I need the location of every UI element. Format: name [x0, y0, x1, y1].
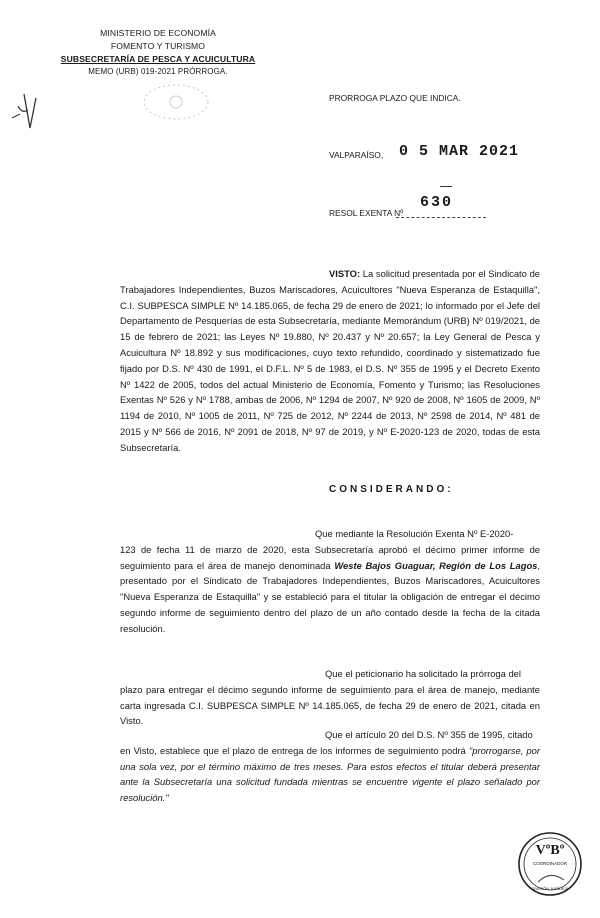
ministry-line-3: SUBSECRETARÍA DE PESCA Y ACUICULTURA — [60, 54, 256, 64]
resolution-underline — [396, 217, 486, 218]
ministry-line-2: FOMENTO Y TURISMO — [110, 41, 206, 51]
considerando-p1-b: , presentado por el Sindicato de Trabajadores Independientes, Buzos Mariscadores, Acuicultores "Nueva Esperanza de Estaquilla" y se estableció para el titular la obligación de entregar el décimo segundo informe de seguimiento dentro del plazo de un año contado desde la fecha de la citada resolución. — [120, 559, 540, 634]
place-label: VALPARAÍSO, — [329, 150, 384, 160]
ministry-header — [58, 28, 258, 76]
considerando-p2-rest: plazo para entregar el décimo segundo informe de seguimiento para el área de manejo, mediante carta ingresada C.I. SUBPESCA SIMPLE Nº 14.185.065, de fecha 29 de enero de 2021, citada en Visto. — [120, 683, 540, 727]
considerando-p2-start: Que el peticionario ha solicitado la prórroga del — [325, 668, 521, 679]
resolution-number: 630 — [420, 194, 454, 211]
considerando-paragraph-3 — [120, 727, 540, 806]
resolution-label: RESOL EXENTA Nº — [329, 208, 404, 218]
considerando-title: CONSIDERANDO: — [329, 484, 454, 495]
stamp-sub2: DIVISIÓN JURÍDICA — [531, 886, 569, 891]
considerando-p3-a: en Visto, establece que el plazo de entrega de los informes de seguimiento podrá — [120, 744, 469, 756]
resolution-dash — [440, 186, 452, 187]
approval-stamp — [516, 830, 584, 898]
visto-title: VISTO: — [329, 268, 361, 279]
considerando-p1-a: 123 de fecha 11 de marzo de 2020, esta Subsecretaría aprobó el décimo primer informe de seguimiento para el área de manejo denominada — [120, 543, 540, 571]
stamp-sub: COORDINADOR — [532, 861, 568, 866]
considerando-paragraph-2 — [120, 666, 540, 729]
considerando-p3-start: Que el artículo 20 del D.S. Nº 355 de 1995, citado — [325, 729, 533, 740]
date-stamp: 0 5 MAR 2021 — [399, 143, 520, 160]
faint-seal-icon — [140, 82, 212, 122]
visto-text: La solicitud presentada por el Sindicato de Trabajadores Independientes, Buzos Mariscadores, Acuicultores "Nueva Esperanza de Estaquilla", C.I. SUBPESCA SIMPLE Nº 14.185.065, de fecha 29 de enero de 2021; lo informado por el Jefe del Departamento de Pesquerías de esta Subsecretaría, mediante Memorándum (URB) Nº 019/2021, de 15 de febrero de 2021; las Leyes Nº 19.880, Nº 20.437 y Nº 20.657; la Ley General de Pesca y Acuicultura Nº 18.892 y sus modificaciones, cuyo texto refundido, coordinado y sistematizado fue fijado por D.S. Nº 430 de 1991, el D.F.L. Nº 5 de 1983, el D.S. Nº 355 de 1995 y el Decreto Exento Nº 1422 de 2005, todos del actual Ministerio de Economía, Fomento y Turismo; las Resoluciones Exentas Nº 526 y Nº 1788, ambas de 2006, Nº 1294 de 2007, Nº 920 de 2008, Nº 1605 de 2009, Nº 1194 de 2010, Nº 1005 de 2011, Nº 725 de 2012, Nº 2244 de 2013, Nº 2598 de 2014, Nº 481 de 2015 y Nº 566 de 2016, Nº 2091 de 2018, Nº 97 de 2019, y Nº E-2020-123 de 2020, todas de esta Subsecretaría. — [120, 268, 540, 453]
memo-reference: MEMO (URB) 019-2021 PRÓRROGA. — [88, 67, 228, 76]
considerando-paragraph-1 — [120, 526, 540, 637]
document-subject: PRORROGA PLAZO QUE INDICA. — [329, 93, 461, 103]
ministry-line-1: MINISTERIO DE ECONOMÍA — [100, 28, 216, 38]
considerando-p1-start: Que mediante la Resolución Exenta Nº E-2020- — [315, 528, 514, 539]
visto-section — [120, 266, 540, 456]
management-area-name: Weste Bajos Guaguar, Región de Los Lagos — [334, 559, 538, 571]
handwritten-mark-icon — [10, 88, 50, 136]
regulation-quote: "prorrogarse, por una sola vez, por el término máximo de tres meses. Para estos efectos el titular deberá presentar ante la Subsecretaría una solicitud fundada mientras se encuentre vigente el plazo señalado por resolución." — [120, 744, 541, 804]
stamp-vb: VºBº — [535, 843, 565, 858]
